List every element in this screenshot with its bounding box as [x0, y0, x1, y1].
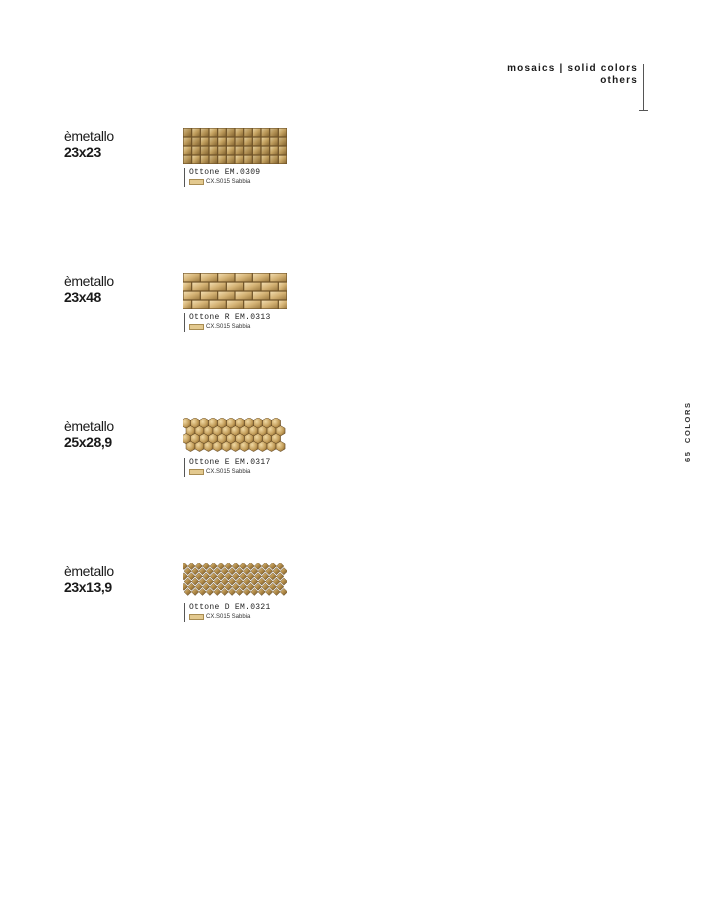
mosaic-tile — [262, 301, 278, 309]
mosaic-tile — [236, 147, 243, 155]
product-caption — [184, 313, 271, 332]
mosaic-tile — [279, 301, 287, 309]
color-chip — [189, 614, 204, 620]
mosaic-tile — [192, 156, 199, 164]
mosaic-tile — [253, 129, 260, 137]
product-code: Ottone EM.0309 — [189, 168, 261, 177]
color-chip — [189, 469, 204, 475]
header-divider — [643, 64, 644, 110]
mosaic-tile — [279, 147, 286, 155]
header-line-1: mosaics | solid colors — [507, 63, 638, 74]
mosaic-tile — [195, 441, 204, 451]
mosaic-tile — [227, 138, 234, 146]
product-item — [64, 563, 304, 633]
mosaic-tile — [201, 292, 217, 300]
mosaic-tile — [270, 292, 286, 300]
mosaic-tile — [279, 283, 287, 291]
product-code: Ottone D EM.0321 — [189, 603, 271, 612]
mosaic-tile — [262, 138, 269, 146]
mosaic-tile — [210, 138, 217, 146]
mosaic-tile — [244, 138, 251, 146]
mosaic-swatch-rect — [183, 273, 287, 309]
product-caption — [184, 168, 260, 187]
mosaic-tile — [253, 138, 260, 146]
mosaic-tile — [262, 129, 269, 137]
product-name: èmetallo — [64, 273, 114, 289]
mosaic-tile — [244, 283, 260, 291]
mosaic-tile — [183, 283, 191, 291]
product-size: 23x23 — [64, 144, 101, 160]
mosaic-tile — [222, 441, 231, 451]
product-caption — [184, 603, 271, 622]
mosaic-tile — [218, 147, 225, 155]
mosaic-tile — [244, 301, 260, 309]
product-item — [64, 418, 304, 488]
mosaic-tile — [201, 138, 208, 146]
mosaic-tile — [244, 147, 251, 155]
mosaic-swatch-diamond — [183, 563, 287, 599]
mosaic-tile — [184, 129, 191, 137]
mosaic-tile — [262, 156, 269, 164]
mosaic-tile — [184, 138, 191, 146]
product-size: 25x28,9 — [64, 434, 112, 450]
mosaic-tile — [253, 274, 269, 282]
mosaic-tile — [201, 147, 208, 155]
mosaic-tile — [192, 138, 199, 146]
mosaic-tile — [201, 274, 217, 282]
color-row — [189, 323, 271, 331]
mosaic-tile — [244, 156, 251, 164]
mosaic-tile — [192, 147, 199, 155]
color-row — [189, 613, 271, 621]
header — [507, 63, 638, 87]
product-item — [64, 128, 304, 198]
mosaic-tile — [218, 292, 234, 300]
color-code: CX.S015 Sabbia — [206, 614, 251, 620]
mosaic-tile — [236, 129, 243, 137]
mosaic-tile — [192, 283, 208, 291]
mosaic-tile — [240, 441, 249, 451]
product-size: 23x13,9 — [64, 579, 112, 595]
color-code: CX.S015 Sabbia — [206, 179, 251, 185]
mosaic-tile — [270, 274, 286, 282]
page-number: 65 — [683, 450, 692, 462]
side-page-label — [683, 401, 697, 462]
mosaic-tile — [192, 301, 208, 309]
side-label-text — [683, 401, 692, 462]
mosaic-tile — [270, 156, 277, 164]
product-name: èmetallo — [64, 128, 114, 144]
product-code: Ottone R EM.0313 — [189, 313, 271, 322]
mosaic-tile — [253, 147, 260, 155]
mosaic-tile — [184, 292, 200, 300]
mosaic-tile — [213, 441, 222, 451]
mosaic-tile — [279, 138, 286, 146]
mosaic-tile — [276, 441, 285, 451]
mosaic-swatch-hex — [183, 418, 287, 454]
mosaic-tile — [201, 129, 208, 137]
mosaic-tile — [227, 283, 243, 291]
color-row — [189, 468, 271, 476]
mosaic-tile — [249, 441, 258, 451]
mosaic-tile — [192, 129, 199, 137]
mosaic-tile — [236, 156, 243, 164]
mosaic-tile — [270, 138, 277, 146]
mosaic-tile — [231, 441, 240, 451]
mosaic-tile — [236, 292, 252, 300]
mosaic-tile — [210, 283, 226, 291]
product-caption — [184, 458, 271, 477]
product-name: èmetallo — [64, 418, 114, 434]
mosaic-tile — [262, 283, 278, 291]
mosaic-tile — [279, 156, 286, 164]
mosaic-tile — [218, 138, 225, 146]
mosaic-tile — [210, 301, 226, 309]
mosaic-tile — [253, 156, 260, 164]
mosaic-swatch-square — [183, 128, 287, 164]
mosaic-tile — [244, 129, 251, 137]
product-item — [64, 273, 304, 343]
color-row — [189, 178, 260, 186]
color-chip — [189, 324, 204, 330]
mosaic-tile — [227, 129, 234, 137]
header-line-2: others — [600, 75, 638, 86]
mosaic-tile — [210, 129, 217, 137]
mosaic-tile — [270, 129, 277, 137]
mosaic-tile — [201, 156, 208, 164]
mosaic-tile — [227, 301, 243, 309]
header-divider-tick — [639, 110, 648, 111]
mosaic-tile — [186, 441, 195, 451]
product-size: 23x48 — [64, 289, 101, 305]
mosaic-tile — [267, 441, 276, 451]
mosaic-tile — [218, 129, 225, 137]
mosaic-tile — [183, 301, 191, 309]
mosaic-tile — [218, 274, 234, 282]
mosaic-tile — [253, 292, 269, 300]
mosaic-tile — [184, 274, 200, 282]
mosaic-tile — [184, 156, 191, 164]
mosaic-tile — [236, 274, 252, 282]
mosaic-tile — [204, 441, 213, 451]
mosaic-tile — [227, 156, 234, 164]
mosaic-tile — [227, 147, 234, 155]
product-name: èmetallo — [64, 563, 114, 579]
mosaic-tile — [262, 147, 269, 155]
product-code: Ottone E EM.0317 — [189, 458, 271, 467]
mosaic-tile — [184, 147, 191, 155]
mosaic-tile — [258, 441, 267, 451]
mosaic-tile — [279, 129, 286, 137]
section-name: COLORS — [683, 401, 692, 444]
mosaic-tile — [210, 147, 217, 155]
mosaic-tile — [270, 147, 277, 155]
mosaic-tile — [236, 138, 243, 146]
color-chip — [189, 179, 204, 185]
mosaic-tile — [218, 156, 225, 164]
color-code: CX.S015 Sabbia — [206, 324, 251, 330]
color-code: CX.S015 Sabbia — [206, 469, 251, 475]
mosaic-tile — [210, 156, 217, 164]
